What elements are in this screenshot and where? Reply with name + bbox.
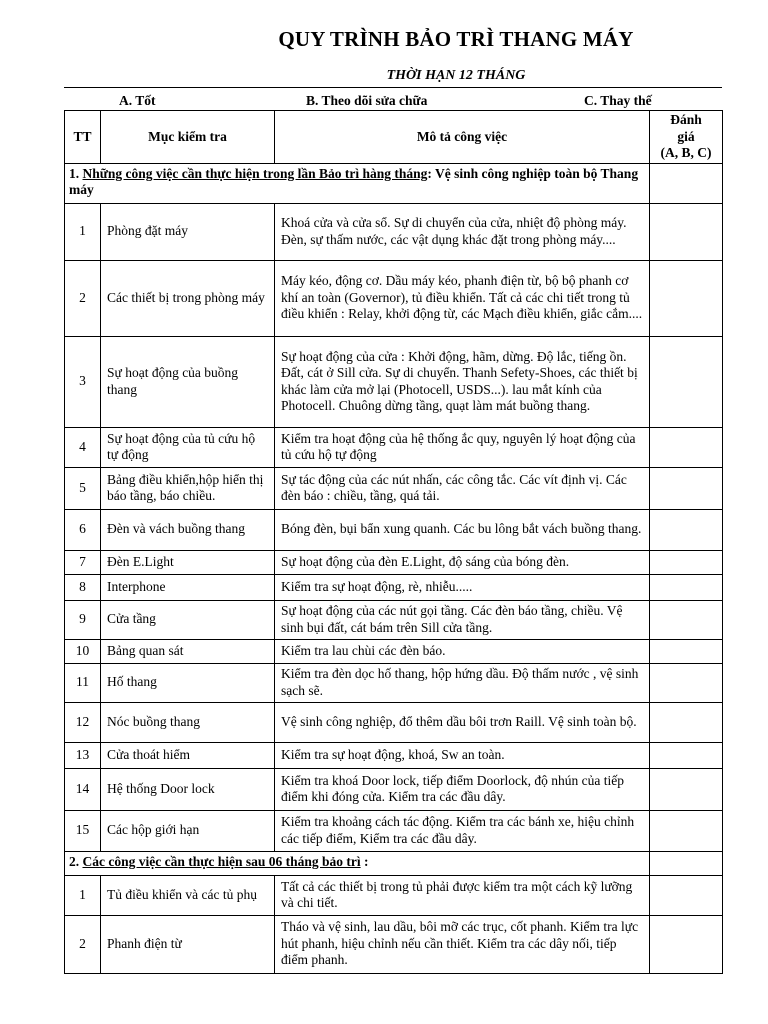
row-number: 2: [65, 260, 101, 336]
section-title-tail: : Vệ sinh công nghiệp toàn bộ Thang máy: [69, 165, 639, 197]
table-row: [65, 336, 723, 427]
header-rating-line-2: giá: [677, 128, 695, 144]
legend-c: C. Thay thế: [584, 93, 652, 108]
row-item: Tủ điều khiển và các tủ phụ: [101, 875, 275, 915]
section-number: 1.: [69, 165, 80, 181]
row-number: 5: [65, 467, 101, 509]
row-number: 12: [65, 702, 101, 742]
table-row: [65, 550, 723, 574]
header-rating-line-1: Đánh: [670, 112, 702, 127]
row-item: Đèn và vách buồng thang: [101, 509, 275, 550]
header-item: Mục kiểm tra: [101, 111, 275, 164]
table-row: [65, 702, 723, 742]
row-description: Sự hoạt động của cửa : Khởi động, hãm, dừng. Độ lắc, tiếng ồn. Đất, cát ở Sill cửa. Sự di chuyển. Thanh Sefety-Shoes, các thiết bị khác làm cửa mở lại (Photocell, USDS...). lau mắt kính của Photocell. Chuông dừng tầng, quạt làm mát buồng thang.: [275, 336, 650, 427]
legend-b: B. Theo dõi sửa chữa: [306, 93, 428, 108]
row-description: Tất cả các thiết bị trong tủ phải được kiểm tra một cách kỹ lưỡng và chi tiết.: [275, 875, 650, 915]
row-description: Sự tác động của các nút nhấn, các công tắc. Các vít định vị. Các đèn báo : chiều, tầng, quá tải.: [275, 467, 650, 509]
table-row: [65, 915, 723, 973]
row-description: Kiểm tra khoá Door lock, tiếp điểm Doorlock, độ nhún của tiếp điểm khi đóng cửa. Kiểm tra các đầu dây.: [275, 768, 650, 810]
rating-cell[interactable]: [650, 851, 723, 875]
rating-cell[interactable]: [650, 600, 723, 639]
row-description: Kiểm tra hoạt động của hệ thống ắc quy, nguyên lý hoạt động của tủ cứu hộ tự động: [275, 427, 650, 467]
rating-cell[interactable]: [650, 427, 723, 467]
row-item: Sự hoạt động của buồng thang: [101, 336, 275, 427]
section-heading: [65, 163, 650, 203]
row-item: Đèn E.Light: [101, 550, 275, 574]
row-item: Bảng quan sát: [101, 639, 275, 663]
row-item: Hệ thống Door lock: [101, 768, 275, 810]
section-number: 2.: [69, 853, 80, 869]
document-title: QUY TRÌNH BẢO TRÌ THANG MÁY: [278, 27, 634, 51]
row-description: Khoá cửa và cửa sổ. Sự di chuyển của cửa, nhiệt độ phòng máy. Đèn, sự thấm nước, các vật dụng khác đặt trong phòng máy....: [275, 203, 650, 260]
row-item: Các thiết bị trong phòng máy: [101, 260, 275, 336]
section-title: Những công việc cần thực hiện trong lần Bảo trì hàng tháng: [82, 165, 428, 181]
row-number: 1: [65, 875, 101, 915]
row-description: Kiểm tra đèn dọc hố thang, hộp hứng dầu. Độ thấm nước , vệ sinh sạch sẽ.: [275, 663, 650, 702]
row-item: Các hộp giới hạn: [101, 810, 275, 851]
table-row: [65, 574, 723, 600]
row-description: Bóng đèn, bụi bẩn xung quanh. Các bu lông bắt vách buồng thang.: [275, 509, 650, 550]
row-number: 11: [65, 663, 101, 702]
table-row: [65, 509, 723, 550]
rating-cell[interactable]: [650, 810, 723, 851]
row-number: 3: [65, 336, 101, 427]
rating-cell[interactable]: [650, 768, 723, 810]
table-row: [65, 600, 723, 639]
header-tt: TT: [65, 111, 101, 164]
rating-cell[interactable]: [650, 915, 723, 973]
row-description: Tháo và vệ sinh, lau dầu, bôi mỡ các trục, cốt phanh. Kiểm tra lực hút phanh, hiệu chỉnh nếu cần thiết. Kiểm tra các dây nối, tiếp điểm phanh.: [275, 915, 650, 973]
table-body: [65, 163, 723, 973]
row-number: 6: [65, 509, 101, 550]
rating-cell[interactable]: [650, 663, 723, 702]
header-rating: [650, 111, 723, 164]
rating-cell[interactable]: [650, 467, 723, 509]
rating-cell[interactable]: [650, 550, 723, 574]
rating-cell[interactable]: [650, 875, 723, 915]
rating-cell[interactable]: [650, 742, 723, 768]
row-item: Bảng điều khiển,hộp hiển thị báo tầng, báo chiều.: [101, 467, 275, 509]
row-number: 14: [65, 768, 101, 810]
rating-cell[interactable]: [650, 702, 723, 742]
rating-cell[interactable]: [650, 163, 723, 203]
section-heading-row: [65, 851, 723, 875]
row-description: Máy kéo, động cơ. Dầu máy kéo, phanh điện từ, bộ bộ phanh cơ khí an toàn (Governor), tủ điều khiển. Tất cả các chi tiết trong tủ điều khiển : Relay, khởi động từ, các Mạch điều khiển, giắc cắm....: [275, 260, 650, 336]
section-title-tail: :: [360, 853, 369, 869]
row-item: Sự hoạt động của tủ cứu hộ tự động: [101, 427, 275, 467]
table-row: [65, 467, 723, 509]
section-heading: [65, 851, 650, 875]
row-description: Sự hoạt động của đèn E.Light, độ sáng của bóng đèn.: [275, 550, 650, 574]
row-number: 2: [65, 915, 101, 973]
table-row: [65, 810, 723, 851]
row-number: 10: [65, 639, 101, 663]
rating-cell[interactable]: [650, 509, 723, 550]
table-row: [65, 663, 723, 702]
rating-cell[interactable]: [650, 639, 723, 663]
row-number: 1: [65, 203, 101, 260]
row-number: 9: [65, 600, 101, 639]
rating-legend: [64, 93, 722, 111]
rating-cell[interactable]: [650, 574, 723, 600]
row-description: Kiểm tra sự hoạt động, khoá, Sw an toàn.: [275, 742, 650, 768]
table-row: [65, 203, 723, 260]
row-description: Sự hoạt động của các nút gọi tầng. Các đèn báo tầng, chiều. Vệ sinh bụi đất, cát bám trên Sill cửa tầng.: [275, 600, 650, 639]
row-item: Cửa thoát hiểm: [101, 742, 275, 768]
row-description: Kiểm tra khoảng cách tác động. Kiểm tra các bánh xe, hiệu chỉnh các tiếp điểm, Kiểm tra các đầu dây.: [275, 810, 650, 851]
rating-cell[interactable]: [650, 336, 723, 427]
rating-cell[interactable]: [650, 203, 723, 260]
row-item: Nóc buồng thang: [101, 702, 275, 742]
section-title: Các công việc cần thực hiện sau 06 tháng bảo trì: [82, 853, 361, 869]
table-row: [65, 639, 723, 663]
row-number: 7: [65, 550, 101, 574]
table-row: [65, 875, 723, 915]
table-row: [65, 742, 723, 768]
rating-cell[interactable]: [650, 260, 723, 336]
table-row: [65, 768, 723, 810]
header-desc: Mô tả công việc: [275, 111, 650, 164]
document-subtitle: THỜI HẠN 12 THÁNG: [386, 68, 526, 83]
table-row: [65, 260, 723, 336]
section-heading-row: [65, 163, 723, 203]
row-item: Interphone: [101, 574, 275, 600]
row-description: Kiểm tra lau chùi các đèn báo.: [275, 639, 650, 663]
table-row: [65, 427, 723, 467]
row-item: Hố thang: [101, 663, 275, 702]
header-rating-line-3: (A, B, C): [660, 145, 712, 160]
table-header-row: [65, 111, 723, 164]
row-number: 4: [65, 427, 101, 467]
title-divider: [64, 87, 722, 88]
row-number: 15: [65, 810, 101, 851]
row-item: Phòng đặt máy: [101, 203, 275, 260]
row-description: Vệ sinh công nghiệp, đổ thêm dầu bôi trơn Raill. Vệ sinh toàn bộ.: [275, 702, 650, 742]
row-description: Kiểm tra sự hoạt động, rè, nhiễu.....: [275, 574, 650, 600]
legend-a: A. Tốt: [119, 93, 156, 108]
row-item: Cửa tầng: [101, 600, 275, 639]
maintenance-table: [64, 110, 723, 974]
row-number: 13: [65, 742, 101, 768]
row-number: 8: [65, 574, 101, 600]
row-item: Phanh điện từ: [101, 915, 275, 973]
